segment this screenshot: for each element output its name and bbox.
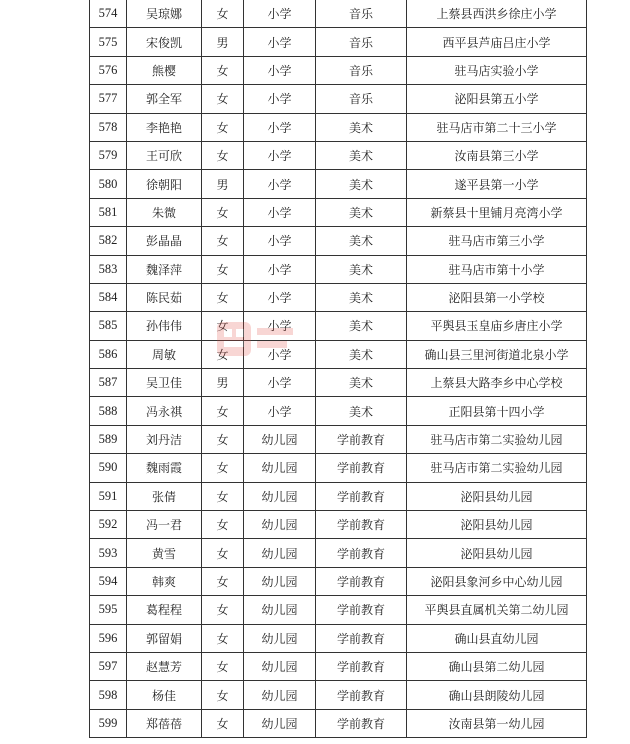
teacher-name-cell: 周敏 — [127, 340, 202, 368]
teacher-name-cell: 张倩 — [127, 482, 202, 510]
school-name-cell: 泌阳县第五小学 — [407, 85, 587, 113]
school-name-cell: 平舆县直属机关第二幼儿园 — [407, 596, 587, 624]
table-row — [90, 170, 587, 198]
row-number-cell: 590 — [90, 454, 127, 482]
row-number-cell: 592 — [90, 511, 127, 539]
teaching-subject-cell: 美术 — [316, 340, 407, 368]
roster-body — [90, 0, 587, 738]
school-level-cell: 小学 — [244, 397, 316, 425]
school-name-cell: 驻马店市第十小学 — [407, 255, 587, 283]
teacher-gender-cell: 女 — [202, 255, 244, 283]
teacher-gender-cell: 女 — [202, 511, 244, 539]
school-name-cell: 驻马店实验小学 — [407, 56, 587, 84]
teacher-gender-cell: 女 — [202, 113, 244, 141]
school-level-cell: 幼儿园 — [244, 681, 316, 709]
teacher-gender-cell: 女 — [202, 227, 244, 255]
school-name-cell: 泌阳县第一小学校 — [407, 283, 587, 311]
teaching-subject-cell: 音乐 — [316, 85, 407, 113]
row-number-cell: 585 — [90, 312, 127, 340]
table-row — [90, 454, 587, 482]
table-row — [90, 227, 587, 255]
teacher-name-cell: 陈民茹 — [127, 283, 202, 311]
row-number-cell: 583 — [90, 255, 127, 283]
row-number-cell: 574 — [90, 0, 127, 28]
school-level-cell: 幼儿园 — [244, 425, 316, 453]
table-row — [90, 397, 587, 425]
teaching-subject-cell: 音乐 — [316, 28, 407, 56]
school-level-cell: 小学 — [244, 28, 316, 56]
teacher-gender-cell: 女 — [202, 652, 244, 680]
school-name-cell: 确山县第二幼儿园 — [407, 652, 587, 680]
school-name-cell: 确山县直幼儿园 — [407, 624, 587, 652]
school-name-cell: 驻马店市第二实验幼儿园 — [407, 425, 587, 453]
teaching-subject-cell: 美术 — [316, 312, 407, 340]
table-row — [90, 56, 587, 84]
teacher-gender-cell: 女 — [202, 56, 244, 84]
teacher-name-cell: 黄雪 — [127, 539, 202, 567]
teacher-gender-cell: 女 — [202, 141, 244, 169]
row-number-cell: 594 — [90, 567, 127, 595]
table-row — [90, 198, 587, 226]
teaching-subject-cell: 美术 — [316, 227, 407, 255]
teacher-gender-cell: 女 — [202, 0, 244, 28]
teacher-gender-cell: 女 — [202, 596, 244, 624]
school-level-cell: 小学 — [244, 340, 316, 368]
teacher-gender-cell: 女 — [202, 454, 244, 482]
school-name-cell: 驻马店市第三小学 — [407, 227, 587, 255]
teacher-gender-cell: 女 — [202, 425, 244, 453]
school-level-cell: 幼儿园 — [244, 596, 316, 624]
school-level-cell: 幼儿园 — [244, 511, 316, 539]
school-name-cell: 汝南县第三小学 — [407, 141, 587, 169]
school-level-cell: 小学 — [244, 312, 316, 340]
row-number-cell: 581 — [90, 198, 127, 226]
teacher-name-cell: 熊樱 — [127, 56, 202, 84]
teaching-subject-cell: 学前教育 — [316, 652, 407, 680]
row-number-cell: 582 — [90, 227, 127, 255]
teacher-name-cell: 冯永祺 — [127, 397, 202, 425]
school-level-cell: 幼儿园 — [244, 652, 316, 680]
teacher-gender-cell: 女 — [202, 397, 244, 425]
school-name-cell: 确山县三里河街道北泉小学 — [407, 340, 587, 368]
table-row — [90, 340, 587, 368]
row-number-cell: 575 — [90, 28, 127, 56]
school-level-cell: 小学 — [244, 85, 316, 113]
teacher-name-cell: 郑蓓蓓 — [127, 709, 202, 737]
teaching-subject-cell: 美术 — [316, 113, 407, 141]
table-row — [90, 283, 587, 311]
teacher-gender-cell: 女 — [202, 539, 244, 567]
teaching-subject-cell: 学前教育 — [316, 425, 407, 453]
teaching-subject-cell: 学前教育 — [316, 709, 407, 737]
school-name-cell: 驻马店市第二实验幼儿园 — [407, 454, 587, 482]
teacher-gender-cell: 男 — [202, 369, 244, 397]
table-row — [90, 255, 587, 283]
teacher-name-cell: 郭留娟 — [127, 624, 202, 652]
school-level-cell: 小学 — [244, 369, 316, 397]
teaching-subject-cell: 学前教育 — [316, 681, 407, 709]
teacher-name-cell: 葛程程 — [127, 596, 202, 624]
teacher-name-cell: 吴琼娜 — [127, 0, 202, 28]
row-number-cell: 589 — [90, 425, 127, 453]
school-level-cell: 小学 — [244, 170, 316, 198]
teacher-gender-cell: 女 — [202, 567, 244, 595]
table-row — [90, 85, 587, 113]
row-number-cell: 579 — [90, 141, 127, 169]
row-number-cell: 577 — [90, 85, 127, 113]
school-level-cell: 小学 — [244, 283, 316, 311]
teaching-subject-cell: 美术 — [316, 198, 407, 226]
teacher-name-cell: 李艳艳 — [127, 113, 202, 141]
teacher-name-cell: 杨佳 — [127, 681, 202, 709]
row-number-cell: 595 — [90, 596, 127, 624]
school-name-cell: 确山县朗陵幼儿园 — [407, 681, 587, 709]
school-name-cell: 西平县芦庙吕庄小学 — [407, 28, 587, 56]
school-name-cell: 遂平县第一小学 — [407, 170, 587, 198]
school-name-cell: 泌阳县幼儿园 — [407, 482, 587, 510]
teacher-name-cell: 郭全军 — [127, 85, 202, 113]
table-row — [90, 482, 587, 510]
teacher-gender-cell: 女 — [202, 85, 244, 113]
teacher-gender-cell: 女 — [202, 624, 244, 652]
school-level-cell: 幼儿园 — [244, 539, 316, 567]
table-row — [90, 567, 587, 595]
teacher-gender-cell: 女 — [202, 340, 244, 368]
teaching-subject-cell: 学前教育 — [316, 539, 407, 567]
row-number-cell: 599 — [90, 709, 127, 737]
row-number-cell: 584 — [90, 283, 127, 311]
school-name-cell: 正阳县第十四小学 — [407, 397, 587, 425]
row-number-cell: 593 — [90, 539, 127, 567]
teaching-subject-cell: 学前教育 — [316, 454, 407, 482]
table-row — [90, 141, 587, 169]
school-level-cell: 小学 — [244, 113, 316, 141]
teaching-subject-cell: 美术 — [316, 255, 407, 283]
school-level-cell: 幼儿园 — [244, 482, 316, 510]
school-name-cell: 汝南县第一幼儿园 — [407, 709, 587, 737]
teacher-gender-cell: 女 — [202, 681, 244, 709]
school-name-cell: 泌阳县幼儿园 — [407, 511, 587, 539]
school-name-cell: 上蔡县大路李乡中心学校 — [407, 369, 587, 397]
teaching-subject-cell: 学前教育 — [316, 567, 407, 595]
school-name-cell: 泌阳县幼儿园 — [407, 539, 587, 567]
table-row — [90, 596, 587, 624]
row-number-cell: 598 — [90, 681, 127, 709]
teacher-gender-cell: 女 — [202, 709, 244, 737]
teaching-subject-cell: 美术 — [316, 369, 407, 397]
teacher-name-cell: 刘丹洁 — [127, 425, 202, 453]
teaching-subject-cell: 美术 — [316, 141, 407, 169]
teacher-roster-table — [89, 0, 587, 738]
teaching-subject-cell: 美术 — [316, 170, 407, 198]
teacher-name-cell: 孙伟伟 — [127, 312, 202, 340]
teacher-name-cell: 魏泽萍 — [127, 255, 202, 283]
school-name-cell: 平舆县玉皇庙乡唐庄小学 — [407, 312, 587, 340]
teacher-gender-cell: 男 — [202, 28, 244, 56]
school-level-cell: 小学 — [244, 141, 316, 169]
teaching-subject-cell: 美术 — [316, 397, 407, 425]
row-number-cell: 576 — [90, 56, 127, 84]
row-number-cell: 588 — [90, 397, 127, 425]
table-row — [90, 539, 587, 567]
teaching-subject-cell: 学前教育 — [316, 482, 407, 510]
table-row — [90, 624, 587, 652]
row-number-cell: 580 — [90, 170, 127, 198]
teacher-name-cell: 朱微 — [127, 198, 202, 226]
row-number-cell: 587 — [90, 369, 127, 397]
teacher-name-cell: 吴卫佳 — [127, 369, 202, 397]
teaching-subject-cell: 音乐 — [316, 0, 407, 28]
table-row — [90, 681, 587, 709]
school-level-cell: 小学 — [244, 56, 316, 84]
school-level-cell: 幼儿园 — [244, 709, 316, 737]
teaching-subject-cell: 音乐 — [316, 56, 407, 84]
table-row — [90, 28, 587, 56]
table-row — [90, 425, 587, 453]
row-number-cell: 597 — [90, 652, 127, 680]
teacher-gender-cell: 女 — [202, 283, 244, 311]
school-level-cell: 幼儿园 — [244, 624, 316, 652]
teacher-name-cell: 冯一君 — [127, 511, 202, 539]
teacher-name-cell: 赵慧芳 — [127, 652, 202, 680]
teacher-name-cell: 宋俊凯 — [127, 28, 202, 56]
table-row — [90, 113, 587, 141]
teacher-gender-cell: 女 — [202, 198, 244, 226]
teaching-subject-cell: 美术 — [316, 283, 407, 311]
table-row — [90, 652, 587, 680]
table-row — [90, 312, 587, 340]
teaching-subject-cell: 学前教育 — [316, 624, 407, 652]
school-level-cell: 小学 — [244, 255, 316, 283]
school-level-cell: 幼儿园 — [244, 454, 316, 482]
school-level-cell: 幼儿园 — [244, 567, 316, 595]
teacher-gender-cell: 女 — [202, 482, 244, 510]
teacher-name-cell: 徐朝阳 — [127, 170, 202, 198]
teacher-gender-cell: 女 — [202, 312, 244, 340]
school-level-cell: 小学 — [244, 227, 316, 255]
row-number-cell: 578 — [90, 113, 127, 141]
school-name-cell: 新蔡县十里铺月亮湾小学 — [407, 198, 587, 226]
teacher-name-cell: 彭晶晶 — [127, 227, 202, 255]
row-number-cell: 596 — [90, 624, 127, 652]
school-name-cell: 泌阳县象河乡中心幼儿园 — [407, 567, 587, 595]
school-level-cell: 小学 — [244, 198, 316, 226]
teacher-name-cell: 韩爽 — [127, 567, 202, 595]
row-number-cell: 586 — [90, 340, 127, 368]
teaching-subject-cell: 学前教育 — [316, 596, 407, 624]
teacher-name-cell: 王可欣 — [127, 141, 202, 169]
row-number-cell: 591 — [90, 482, 127, 510]
table-row — [90, 369, 587, 397]
school-level-cell: 小学 — [244, 0, 316, 28]
table-row — [90, 0, 587, 28]
school-name-cell: 驻马店市第二十三小学 — [407, 113, 587, 141]
teacher-name-cell: 魏雨霞 — [127, 454, 202, 482]
table-row — [90, 511, 587, 539]
school-name-cell: 上蔡县西洪乡徐庄小学 — [407, 0, 587, 28]
teaching-subject-cell: 学前教育 — [316, 511, 407, 539]
teacher-gender-cell: 男 — [202, 170, 244, 198]
table-row — [90, 709, 587, 737]
